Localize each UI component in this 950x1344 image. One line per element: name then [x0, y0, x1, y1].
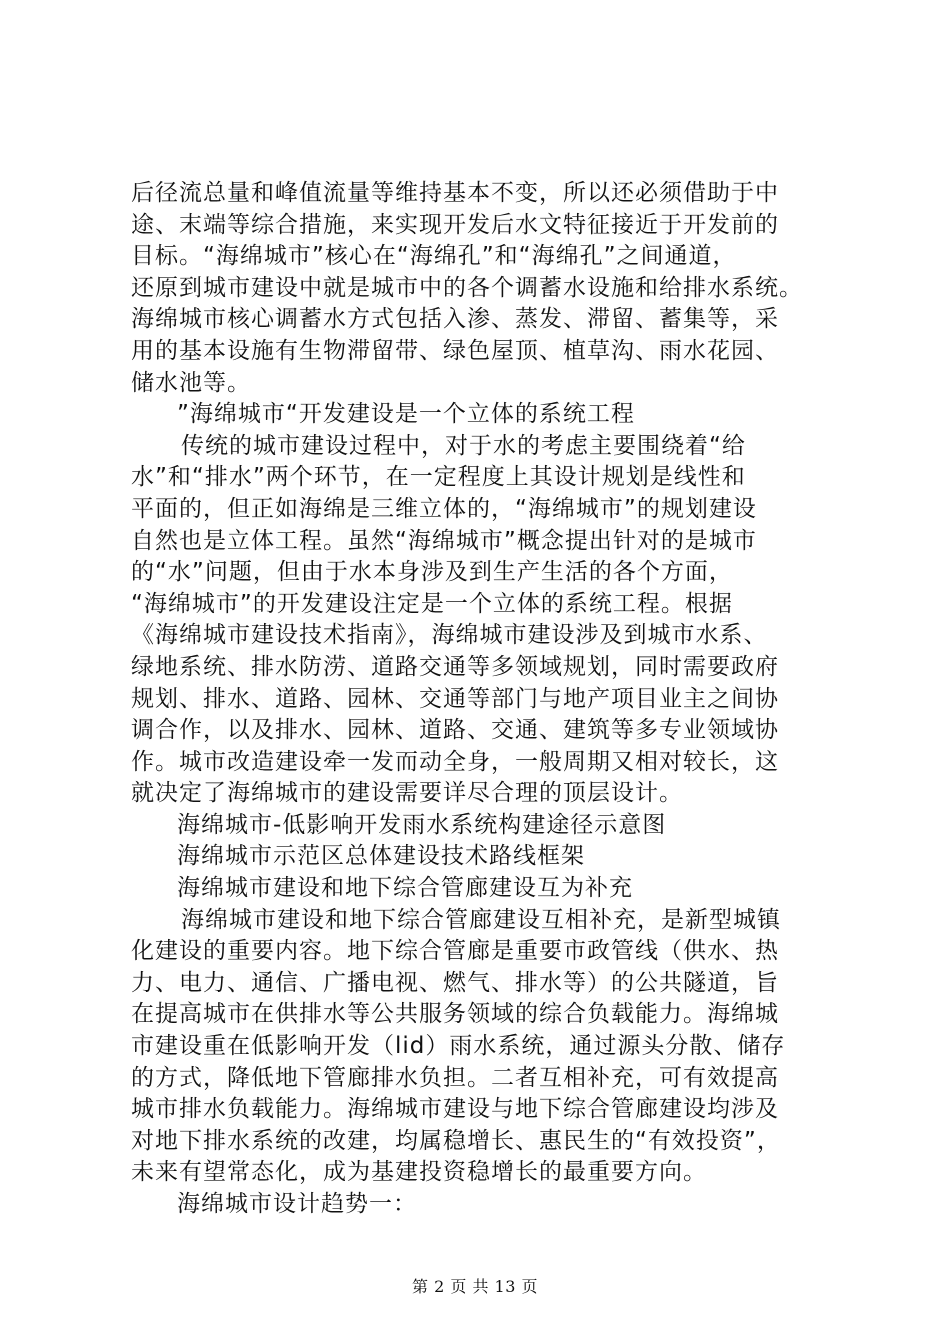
- body-line: 目标。“海绵城市”核心在“海绵孔”和“海绵孔”之间通道，: [131, 243, 737, 270]
- body-line: 的“水”问题，但由于水本身涉及到生产生活的各个方面，: [131, 559, 733, 586]
- body-line: 在提高城市在供排水等公共服务领域的综合负载能力。海绵城: [131, 1001, 779, 1028]
- body-line: 海绵城市核心调蓄水方式包括入渗、蒸发、滞留、蓄集等，采: [131, 306, 779, 333]
- body-line: 力、电力、通信、广播电视、燃气、排水等）的公共隧道，旨: [131, 969, 779, 996]
- body-line: 途、末端等综合措施，来实现开发后水文特征接近于开发前的: [131, 211, 779, 238]
- body-line: 作。城市改造建设牵一发而动全身，一般周期又相对较长，这: [131, 748, 779, 775]
- body-line: 绿地系统、排水防涝、道路交通等多领域规划，同时需要政府: [131, 653, 779, 680]
- body-line: 《海绵城市建设技术指南》，海绵城市建设涉及到城市水系、: [131, 622, 768, 649]
- body-line: 的方式，降低地下管廊排水负担。二者互相补充，可有效提高: [131, 1064, 779, 1091]
- body-line: 储水池等。: [131, 369, 251, 396]
- body-line: 自然也是立体工程。虽然“海绵城市”概念提出针对的是城市: [131, 527, 757, 554]
- body-line: 未来有望常态化，成为基建投资稳增长的最重要方向。: [131, 1159, 707, 1186]
- figure-caption: 海绵城市-低影响开发雨水系统构建途径示意图: [177, 811, 667, 838]
- body-line: 市建设重在低影响开发（lid）雨水系统，通过源头分散、储存: [131, 1033, 786, 1060]
- body-line: 用的基本设施有生物滞留带、绿色屋顶、植草沟、雨水花园、: [131, 337, 779, 364]
- body-line: 调合作，以及排水、园林、道路、交通、建筑等多专业领域协: [131, 717, 779, 744]
- body-line: 规划、排水、道路、园林、交通等部门与地产项目业主之间协: [131, 685, 779, 712]
- body-line: 水”和“排水”两个环节，在一定程度上其设计规划是线性和: [131, 464, 746, 491]
- section-heading: 海绵城市设计趋势一：: [177, 1191, 417, 1217]
- body-line: 对地下排水系统的改建，均属稳增长、惠民生的“有效投资”，: [131, 1127, 781, 1154]
- body-line: 还原到城市建设中就是城市中的各个调蓄水设施和给排水系统。: [131, 274, 803, 301]
- body-line: 海绵城市建设和地下综合管廊建设互相补充，是新型城镇: [181, 906, 781, 933]
- body-line: 后径流总量和峰值流量等维持基本不变，所以还必须借助于中: [131, 180, 779, 206]
- body-line: 传统的城市建设过程中，对于水的考虑主要围绕着“给: [181, 432, 746, 459]
- body-line: 平面的，但正如海绵是三维立体的，“海绵城市”的规划建设: [131, 495, 757, 522]
- document-body: [131, 178, 831, 1221]
- figure-caption: 海绵城市示范区总体建设技术路线框架: [177, 843, 585, 870]
- body-line: 化建设的重要内容。地下综合管廊是重要市政管线（供水、热: [131, 938, 779, 965]
- body-line: 城市排水负载能力。海绵城市建设与地下综合管廊建设均涉及: [131, 1096, 779, 1123]
- page-number-footer: 第 2 页 共 13 页: [412, 1277, 538, 1296]
- section-heading: ”海绵城市“开发建设是一个立体的系统工程: [177, 401, 635, 428]
- section-heading: 海绵城市建设和地下综合管廊建设互为补充: [177, 875, 633, 902]
- body-line: “海绵城市”的开发建设注定是一个立体的系统工程。根据: [131, 590, 733, 617]
- body-line: 就决定了海绵城市的建设需要详尽合理的顶层设计。: [131, 780, 683, 807]
